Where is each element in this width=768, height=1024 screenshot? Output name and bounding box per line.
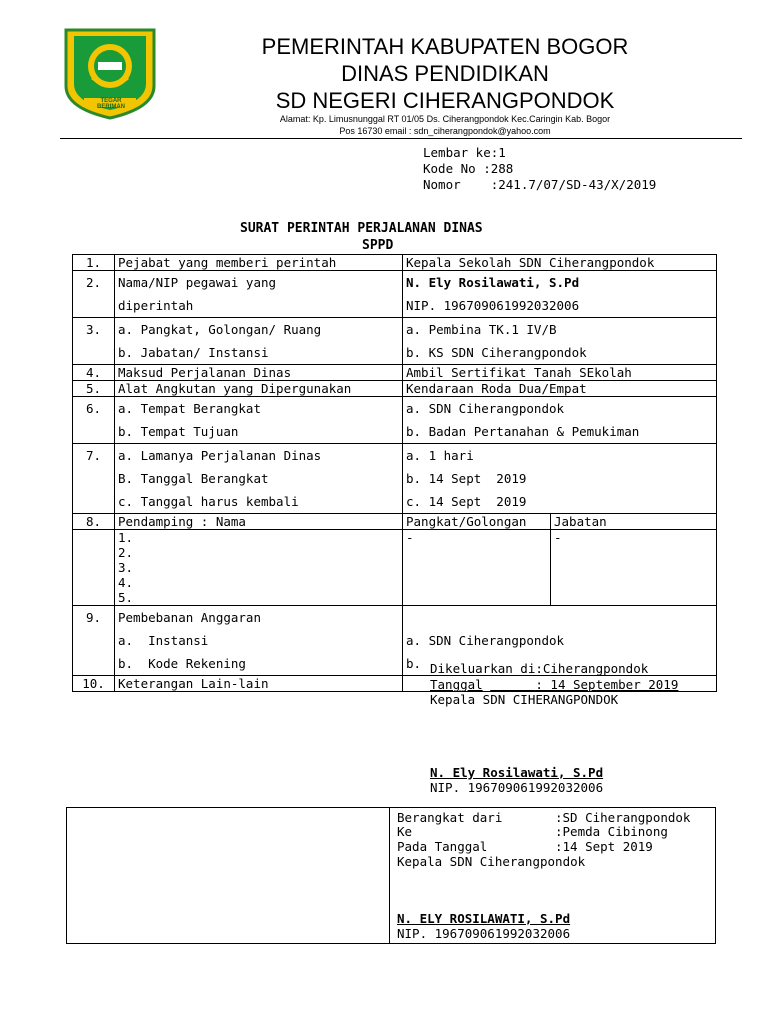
row-label-line: a. Pangkat, Golongan/ Ruang <box>118 322 322 337</box>
issued-position: Kepala SDN CIHERANGPONDOK <box>430 692 619 707</box>
row-value-line: b. 14 Sept 2019 <box>406 471 527 486</box>
row-value: Kepala Sekolah SDN Ciherangpondok <box>403 255 717 271</box>
row-label-line: a. Instansi <box>118 633 209 648</box>
departure-position: Kepala SDN Ciherangpondok <box>397 854 586 869</box>
row-value <box>403 397 717 444</box>
row-number: 3. <box>73 318 115 365</box>
issued-date-colon: : 14 September 2019 <box>535 677 679 692</box>
row-number: 2. <box>73 271 115 318</box>
departure-to-value: :Pemda Cibinong <box>555 824 668 839</box>
empty-cell <box>73 530 115 606</box>
issued-date-blank: ______ <box>490 677 536 692</box>
row-value-line: c. 14 Sept 2019 <box>406 494 527 509</box>
row-label: Alat Angkutan yang Dipergunakan <box>115 381 403 397</box>
issued-place: Dikeluarkan di:Ciherangpondok <box>430 661 649 676</box>
table-row <box>73 318 717 365</box>
document-subtitle: SPPD <box>362 238 394 253</box>
row-value <box>403 271 717 318</box>
companion-list <box>115 530 403 606</box>
list-item: 5. <box>118 590 134 605</box>
row-label-line: Pembebanan Anggaran <box>118 610 261 625</box>
row-label-line: a. Lamanya Perjalanan Dinas <box>118 448 322 463</box>
kabupaten-logo <box>62 28 158 120</box>
departure-date-value: :14 Sept 2019 <box>555 839 653 854</box>
departure-to-label: Ke <box>397 824 413 839</box>
row-number: 7. <box>73 444 115 514</box>
list-item: 3. <box>118 560 134 575</box>
row-label-line: diperintah <box>118 298 194 313</box>
row-label-line: b. Jabatan/ Instansi <box>118 345 269 360</box>
table-row <box>73 381 717 397</box>
row-value-line: b. KS SDN Ciherangpondok <box>406 345 587 360</box>
row-value-line: a. Pembina TK.1 IV/B <box>406 322 557 337</box>
departure-from-value: :SD Ciherangpondok <box>555 810 691 825</box>
list-item: 4. <box>118 575 134 590</box>
table-row <box>73 255 717 271</box>
row-label: Pendamping : Nama <box>115 514 403 530</box>
box-divider <box>389 808 390 943</box>
row-value: Ambil Sertifikat Tanah SEkolah <box>403 365 717 381</box>
header-agency: DINAS PENDIDIKAN <box>341 61 549 86</box>
row-label-line: Nama/NIP pegawai yang <box>118 275 277 290</box>
row-label <box>115 318 403 365</box>
row-label: Keterangan Lain-lain <box>115 676 403 692</box>
row-value-line: a. SDN Ciherangpondok <box>406 401 565 416</box>
signer-name: N. Ely Rosilawati, S.Pd <box>430 765 604 780</box>
table-row <box>73 514 717 530</box>
employee-nip: NIP. 196709061992032006 <box>406 298 580 313</box>
header-school: SD NEGERI CIHERANGPONDOK <box>275 88 615 113</box>
issued-date <box>430 677 678 692</box>
letter-number: Nomor :241.7/07/SD-43/X/2019 <box>423 177 657 192</box>
row-label <box>115 606 403 676</box>
row-number: 4. <box>73 365 115 381</box>
departure-signer-name: N. ELY ROSILAWATI, S.Pd <box>397 911 571 926</box>
row-number: 1. <box>73 255 115 271</box>
table-row <box>73 271 717 318</box>
header-government: PEMERINTAH KABUPATEN BOGOR <box>261 34 629 59</box>
row-number: 6. <box>73 397 115 444</box>
row-label-line: c. Tanggal harus kembali <box>118 494 299 509</box>
table-row <box>73 365 717 381</box>
companion-position: - <box>551 530 717 606</box>
logo-motto: TEGAR BERIMAN <box>97 98 125 110</box>
row-label <box>115 444 403 514</box>
sheet-number: Lembar ke:1 <box>423 145 506 160</box>
row-value-line: a. SDN Ciherangpondok <box>406 633 565 648</box>
table-row <box>73 397 717 444</box>
row-value <box>403 444 717 514</box>
row-label <box>115 271 403 318</box>
row-label-line: b. Tempat Tujuan <box>118 424 239 439</box>
row-label: Pejabat yang memberi perintah <box>115 255 403 271</box>
row-value-line: a. 1 hari <box>406 448 474 463</box>
departure-signer-nip: NIP. 196709061992032006 <box>397 926 571 941</box>
row-value: Kendaraan Roda Dua/Empat <box>403 381 717 397</box>
issued-date-label: Tanggal <box>430 677 483 692</box>
document-title: SURAT PERINTAH PERJALANAN DINAS <box>240 221 483 236</box>
column-header-position: Jabatan <box>551 514 717 530</box>
employee-name: N. Ely Rosilawati, S.Pd <box>406 275 580 290</box>
sppd-table <box>72 254 717 692</box>
header-divider <box>60 138 742 139</box>
row-number: 8. <box>73 514 115 530</box>
companion-rank: - <box>403 530 551 606</box>
row-number: 10. <box>73 676 115 692</box>
header-postal-email: Pos 16730 email : sdn_ciherangpondok@yahoo.com <box>339 126 551 136</box>
row-value-line: b. Badan Pertanahan & Pemukiman <box>406 424 640 439</box>
code-number: Kode No :288 <box>423 161 514 176</box>
table-row <box>73 530 717 606</box>
list-item: 1. <box>118 530 134 545</box>
row-number: 9. <box>73 606 115 676</box>
row-label: Maksud Perjalanan Dinas <box>115 365 403 381</box>
list-item: 2. <box>118 545 134 560</box>
row-label-line: b. Kode Rekening <box>118 656 246 671</box>
signer-nip: NIP. 196709061992032006 <box>430 780 604 795</box>
row-label-line: a. Tempat Berangkat <box>118 401 261 416</box>
column-header-rank: Pangkat/Golongan <box>403 514 551 530</box>
departure-date-label: Pada Tanggal <box>397 839 488 854</box>
row-number: 5. <box>73 381 115 397</box>
row-value <box>403 318 717 365</box>
row-label-line: B. Tanggal Berangkat <box>118 471 269 486</box>
row-label <box>115 397 403 444</box>
table-row <box>73 444 717 514</box>
header-address: Alamat: Kp. Limusnunggal RT 01/05 Ds. Ciherangpondok Kec.Caringin Kab. Bogor <box>279 114 611 124</box>
departure-from-label: Berangkat dari <box>397 810 503 825</box>
row-value-line: b. <box>406 656 422 671</box>
